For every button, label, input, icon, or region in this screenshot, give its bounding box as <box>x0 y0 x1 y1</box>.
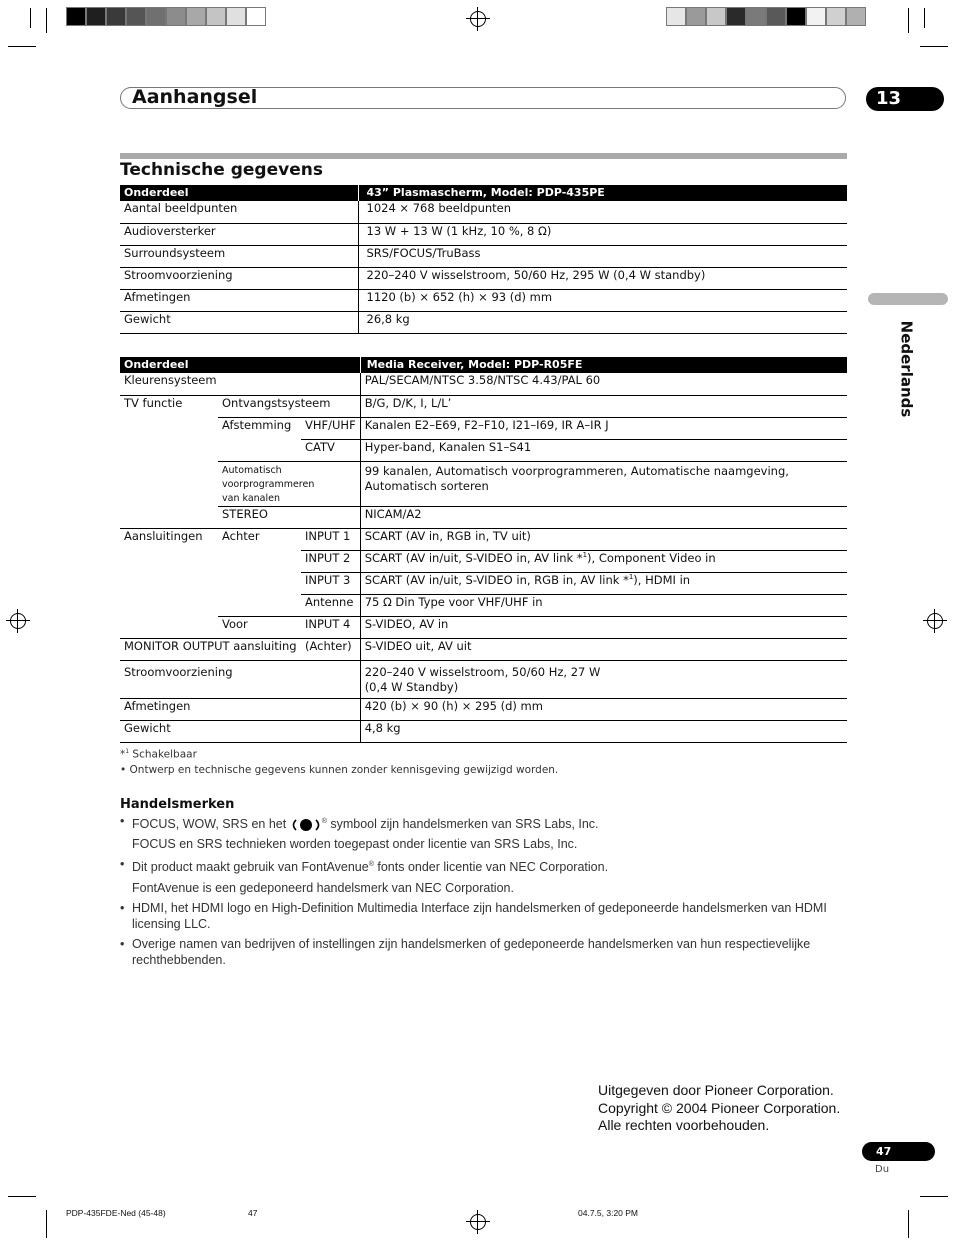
row-sublabel: Voor <box>218 616 301 638</box>
row-value: 26,8 kg <box>358 311 847 333</box>
table-row <box>120 572 847 594</box>
copyright-line: Copyright © 2004 Pioneer Corporation. <box>598 1099 841 1116</box>
chapter-number-badge: 13 <box>866 87 944 111</box>
color-swatch <box>166 7 186 26</box>
rights-line: Alle rechten voorbehouden. <box>598 1117 770 1133</box>
chapter-title: Aanhangsel <box>132 86 258 108</box>
crop-mark <box>920 1196 948 1197</box>
table-row <box>120 223 847 245</box>
table-row <box>120 417 847 439</box>
table-row <box>120 245 847 267</box>
row-value <box>360 660 847 698</box>
section-title: Technische gegevens <box>120 160 323 180</box>
row-sublabel: Afstemming <box>222 417 292 432</box>
color-swatch <box>806 7 826 26</box>
trademarks-title: Handelsmerken <box>120 797 235 812</box>
list-item-continuation: FOCUS en SRS technieken worden toegepast onder licentie van SRS Labs, Inc. <box>132 836 578 851</box>
table-row <box>120 720 847 742</box>
color-swatch <box>206 7 226 26</box>
row-value: SCART (AV in, RGB in, TV uit) <box>360 528 847 550</box>
row-sublabel <box>218 461 360 506</box>
row-value: SCART (AV in/uit, S-VIDEO in, RGB in, AV link *$^1$), HDMI in <box>360 572 847 594</box>
power-value: (0,4 W Standby) <box>364 679 459 694</box>
table-row <box>120 616 847 638</box>
row-value: S-VIDEO uit, AV uit <box>360 638 847 660</box>
color-swatch <box>786 7 806 26</box>
row-label: TV functie <box>124 395 183 410</box>
auto-program-value: 99 kanalen, Automatisch voorprogrammeren, Automatische naamgeving, <box>364 463 789 478</box>
print-date: 04.7.5, 3:20 PM <box>578 1208 639 1218</box>
spec-table-plasma <box>120 185 847 334</box>
row-label: Gewicht <box>120 311 358 333</box>
registration-mark-icon <box>10 613 26 629</box>
table-header <box>120 185 847 201</box>
table-row <box>120 439 847 461</box>
color-swatch <box>826 7 846 26</box>
table-row <box>120 311 847 333</box>
header-cell: 43” Plasmascherm, Model: PDP-435PE <box>358 185 847 201</box>
table-header <box>120 357 847 373</box>
row-value: 420 (b) × 90 (h) × 295 (d) mm <box>360 698 847 720</box>
table-row <box>120 698 847 720</box>
registration-mark-icon <box>927 613 943 629</box>
table-row <box>120 267 847 289</box>
footnote-2: • Ontwerp en technische gegevens kunnen zonder kennisgeving gewijzigd worden. <box>120 763 559 776</box>
print-file-name: PDP-435FDE-Ned (45-48) <box>66 1208 166 1218</box>
row-value: SRS/FOCUS/TruBass <box>358 245 847 267</box>
language-label: Nederlands <box>897 320 916 418</box>
crop-mark <box>920 46 948 47</box>
table-row <box>120 289 847 311</box>
footnote-1: *$^1$ Schakelbaar <box>120 748 197 761</box>
color-swatch <box>186 7 206 26</box>
table-row <box>120 395 847 417</box>
color-swatch <box>666 7 686 26</box>
color-swatch <box>146 7 166 26</box>
list-item-continuation: FontAvenue is een gedeponeerd handelsmerk van NEC Corporation. <box>132 880 514 895</box>
print-page-number: 47 <box>248 1208 258 1218</box>
row-value: 1120 (b) × 652 (h) × 93 (d) mm <box>358 289 847 311</box>
row-label: Stroomvoorziening <box>120 660 360 698</box>
registration-mark-icon <box>470 1214 486 1230</box>
header-cell: Onderdeel <box>120 185 358 201</box>
language-code: Du <box>875 1164 890 1175</box>
table-row <box>120 550 847 572</box>
list-item: • Overige namen van bedrijven of instellingen zijn handelsmerken of gedeponeerde handelsmerken van hun respectievelijke rechthebbenden. <box>120 937 840 968</box>
list-item: • HDMI, het HDMI logo en High-Definition Multimedia Interface zijn handelsmerken of gedeponeerde handelsmerken van HDMI licensing LLC. <box>120 901 840 932</box>
crop-mark <box>908 1210 909 1238</box>
crop-mark <box>46 8 47 33</box>
row-label: Gewicht <box>120 720 360 742</box>
row-sublabel: VHF/UHF <box>301 417 360 439</box>
power-value: 220–240 V wisselstroom, 50/60 Hz, 27 W <box>364 664 601 679</box>
header-cell: Media Receiver, Model: PDP-R05FE <box>360 357 847 373</box>
table-row <box>120 638 847 660</box>
auto-program-value: Automatisch sorteren <box>364 478 489 493</box>
spec-table-receiver <box>120 357 847 743</box>
row-sublabel: CATV <box>301 439 360 461</box>
table-row <box>120 373 847 395</box>
row-sublabel: STEREO <box>218 506 360 528</box>
row-value: 220–240 V wisselstroom, 50/60 Hz, 295 W (0,4 W standby) <box>358 267 847 289</box>
color-swatch <box>686 7 706 26</box>
table-row <box>120 528 847 550</box>
row-label: Audioversterker <box>120 223 358 245</box>
publisher-info <box>598 1082 840 1135</box>
table-row <box>120 461 847 506</box>
color-swatch <box>66 7 86 26</box>
list-item: • FOCUS, WOW, SRS en het ® symbool zijn handelsmerken van SRS Labs, Inc. <box>120 814 840 833</box>
crop-mark <box>30 8 31 28</box>
crop-mark <box>46 1210 47 1238</box>
publisher-line: Uitgegeven door Pioneer Corporation. <box>598 1082 834 1098</box>
registration-mark-icon <box>470 11 486 27</box>
color-swatch <box>106 7 126 26</box>
row-sublabel: INPUT 4 <box>301 616 360 638</box>
row-sublabel: INPUT 3 <box>301 572 360 594</box>
auto-program-label: van kanalen <box>222 492 280 504</box>
color-swatch <box>706 7 726 26</box>
table-row <box>120 660 847 698</box>
row-sublabel: Antenne <box>301 594 360 616</box>
row-label: Afmetingen <box>120 698 360 720</box>
section-rule <box>120 153 847 159</box>
row-value: 1024 × 768 beeldpunten <box>358 201 847 223</box>
row-label: Aansluitingen <box>124 528 203 543</box>
row-value: NICAM/A2 <box>360 506 847 528</box>
crop-mark <box>8 1196 36 1197</box>
row-value: SCART (AV in/uit, S-VIDEO in, AV link *$^1$), Component Video in <box>360 550 847 572</box>
row-label: Surroundsysteem <box>120 245 358 267</box>
table-row <box>120 506 847 528</box>
row-sublabel: INPUT 1 <box>301 528 360 550</box>
row-value: Kanalen E2–E69, F2–F10, I21–I69, IR A–IR J <box>360 417 847 439</box>
crop-mark <box>924 8 925 28</box>
trademarks-list <box>120 814 840 968</box>
row-value: Hyper-band, Kanalen S1–S41 <box>360 439 847 461</box>
row-sublabel: (Achter) <box>301 638 360 660</box>
footnotes <box>120 744 558 778</box>
crop-mark <box>908 8 909 33</box>
row-value: 13 W + 13 W (1 kHz, 10 %, 8 Ω) <box>358 223 847 245</box>
auto-program-label: Automatisch voorprogrammeren <box>222 464 315 490</box>
color-swatch <box>226 7 246 26</box>
row-sublabel: Ontvangstsysteem <box>218 395 360 417</box>
crop-mark <box>8 46 36 47</box>
row-value: PAL/SECAM/NTSC 3.58/NTSC 4.43/PAL 60 <box>360 373 847 395</box>
color-swatch <box>766 7 786 26</box>
color-swatch <box>126 7 146 26</box>
color-swatch <box>246 7 266 26</box>
srs-logo-icon <box>290 818 322 832</box>
row-label: MONITOR OUTPUT aansluiting <box>120 638 301 660</box>
row-value: S-VIDEO, AV in <box>360 616 847 638</box>
color-swatch <box>746 7 766 26</box>
list-item: • Dit product maakt gebruik van FontAvenue® fonts onder licentie van NEC Corporation. <box>120 857 840 876</box>
row-label: Kleurensysteem <box>120 373 360 395</box>
table-row <box>120 201 847 223</box>
row-label: Afmetingen <box>120 289 358 311</box>
row-label: Stroomvoorziening <box>120 267 358 289</box>
color-swatch <box>86 7 106 26</box>
table-row <box>120 594 847 616</box>
row-value: 4,8 kg <box>360 720 847 742</box>
row-sublabel: Achter <box>222 528 260 543</box>
language-tab <box>868 293 948 305</box>
row-value: 75 Ω Din Type voor VHF/UHF in <box>360 594 847 616</box>
row-sublabel: INPUT 2 <box>301 550 360 572</box>
row-value <box>360 461 847 506</box>
row-value: B/G, D/K, I, L/L’ <box>360 395 847 417</box>
header-cell: Onderdeel <box>120 357 360 373</box>
color-swatch <box>726 7 746 26</box>
color-swatch <box>846 7 866 26</box>
page-number-badge: 47 <box>862 1142 935 1161</box>
row-label: Aantal beeldpunten <box>120 201 358 223</box>
